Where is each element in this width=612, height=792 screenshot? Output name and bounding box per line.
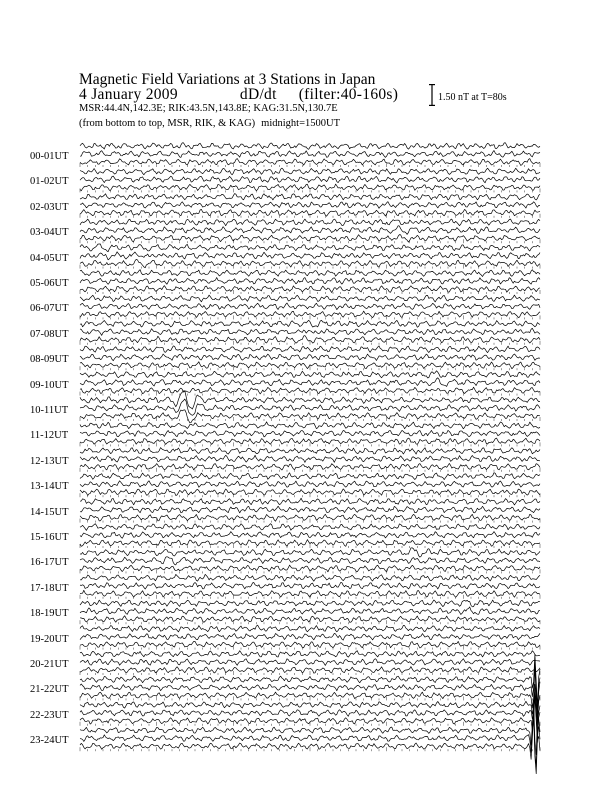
hour-label: 16-17UT <box>30 557 69 569</box>
trace-rik <box>80 378 540 387</box>
trace-rik <box>80 399 540 415</box>
trace-kag <box>80 219 540 226</box>
hour-label: 19-20UT <box>30 633 69 645</box>
trace-rik <box>80 354 540 361</box>
trace-rik <box>80 659 540 666</box>
minute-ticks <box>80 315 540 319</box>
hour-label: 13-14UT <box>30 481 69 493</box>
hour-label: 11-12UT <box>30 430 69 442</box>
hour-label: 23-24UT <box>30 735 69 747</box>
trace-rik <box>80 278 540 285</box>
trace-rik <box>80 532 540 539</box>
minute-ticks <box>80 290 540 294</box>
trace-kag <box>80 473 540 480</box>
hour-label: 18-19UT <box>30 608 69 620</box>
trace-rik <box>80 328 540 335</box>
hour-label: 04-05UT <box>30 252 69 264</box>
trace-kag <box>80 524 540 531</box>
minute-ticks <box>80 392 540 396</box>
trace-kag <box>80 600 540 607</box>
stations-label: MSR:44.4N,142.3E; RIK:43.5N,143.8E; KAG:31.5N,130.7E <box>79 103 338 114</box>
trace-rik <box>80 481 540 487</box>
trace-kag <box>80 371 540 378</box>
hour-label: 14-15UT <box>30 506 69 518</box>
scale-label: 1.50 nT at T=80s <box>438 92 507 103</box>
minute-ticks <box>80 747 540 751</box>
minute-ticks <box>80 366 540 370</box>
trace-kag <box>80 447 540 454</box>
trace-rik <box>80 151 540 158</box>
minute-ticks <box>80 163 540 167</box>
trace-rik <box>80 252 540 260</box>
hour-label: 03-04UT <box>30 227 69 239</box>
minute-ticks <box>80 569 540 573</box>
trace-kag <box>80 548 540 557</box>
trace-kag <box>80 168 540 175</box>
minute-ticks <box>80 265 540 269</box>
minute-ticks <box>80 671 540 675</box>
minute-ticks <box>80 646 540 650</box>
trace-kag <box>80 244 540 252</box>
hour-label: 15-16UT <box>30 532 69 543</box>
hour-label: 08-09UT <box>30 354 69 366</box>
order-label: (from bottom to top, MSR, RIK, & KAG) <box>79 118 256 129</box>
hour-label: 21-22UT <box>30 684 69 696</box>
midnight-label: midnight=1500UT <box>261 118 341 129</box>
trace-rik <box>80 430 540 437</box>
trace-rik <box>80 226 540 235</box>
hour-label: 06-07UT <box>30 303 69 315</box>
hour-label: 01-02UT <box>30 176 69 188</box>
trace-rik <box>80 709 540 767</box>
trace-msr <box>80 565 540 572</box>
trace-kag <box>80 194 540 200</box>
hour-label: 09-10UT <box>30 379 69 391</box>
minute-ticks <box>80 493 540 497</box>
trace-rik <box>80 506 540 513</box>
trace-kag <box>80 295 540 302</box>
trace-kag <box>80 270 540 277</box>
hour-label: 20-21UT <box>30 659 69 670</box>
trace-msr <box>80 668 540 722</box>
trace-rik <box>80 176 540 183</box>
trace-rik <box>80 633 540 640</box>
hour-label: 02-03UT <box>30 201 69 213</box>
hour-label: 00-01UT <box>30 151 69 162</box>
trace-rik <box>80 583 540 590</box>
hour-label: 17-18UT <box>30 582 69 594</box>
trace-kag <box>80 346 540 353</box>
minute-ticks <box>80 544 540 548</box>
trace-kag <box>80 574 540 581</box>
trace-rik <box>80 557 540 565</box>
trace-kag <box>80 320 540 327</box>
trace-kag <box>80 651 540 657</box>
hour-label: 12-13UT <box>30 455 69 467</box>
trace-kag <box>80 498 540 505</box>
trace-rik <box>80 607 540 615</box>
date-label: 4 January 2009 <box>79 86 178 103</box>
filter-label: (filter:40-160s) <box>298 86 399 103</box>
hour-label: 07-08UT <box>30 328 69 340</box>
hour-label: 22-23UT <box>30 709 69 721</box>
trace-rik <box>80 303 540 310</box>
trace-rik <box>80 455 540 462</box>
trace-kag <box>80 143 540 150</box>
minute-ticks <box>80 519 540 523</box>
hour-label: 05-06UT <box>30 278 69 289</box>
component-label: dD/dt <box>239 86 277 103</box>
trace-kag <box>80 422 540 429</box>
trace-rik <box>80 202 540 209</box>
hour-label: 10-11UT <box>30 405 69 416</box>
chart-title: Magnetic Field Variations at 3 Stations in Japan <box>79 71 376 88</box>
trace-kag <box>80 625 540 632</box>
trace-kag <box>80 700 540 755</box>
minute-ticks <box>80 417 540 421</box>
